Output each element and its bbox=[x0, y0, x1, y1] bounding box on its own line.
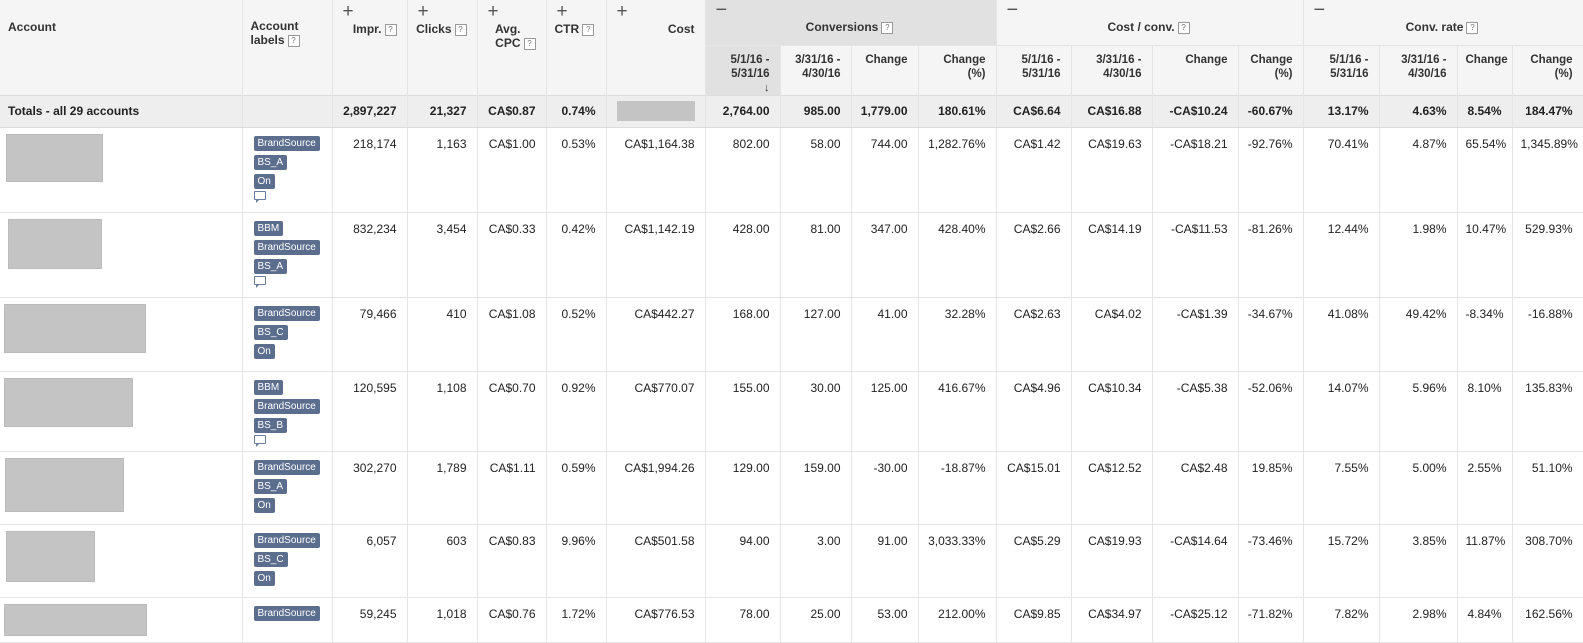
account-label-tag[interactable]: BrandSource bbox=[254, 240, 320, 255]
cell-rate-change-pct: 1,345.89% bbox=[1512, 127, 1583, 212]
col-cpc-change[interactable]: Change bbox=[1152, 45, 1238, 95]
account-label-tag[interactable]: BrandSource bbox=[254, 136, 320, 151]
cell-impr: 59,245 bbox=[332, 597, 407, 642]
cell-conv-previous: 127.00 bbox=[780, 297, 851, 371]
cell-cpc-current: CA$1.42 bbox=[996, 127, 1071, 212]
help-icon[interactable]: ? bbox=[455, 24, 467, 36]
col-rate-change-pct[interactable]: Change (%) bbox=[1512, 45, 1583, 95]
totals-cost-redacted bbox=[606, 95, 705, 127]
cell-cpc-change-pct: -52.06% bbox=[1238, 371, 1303, 451]
account-label-tag[interactable]: On bbox=[254, 498, 275, 513]
cell-cpc-previous: CA$12.52 bbox=[1071, 451, 1152, 524]
add-column-icon[interactable]: + bbox=[556, 1, 568, 22]
col-account[interactable]: Account bbox=[0, 0, 242, 95]
totals-clicks: 21,327 bbox=[407, 95, 477, 127]
cell-rate-current: 70.41% bbox=[1303, 127, 1379, 212]
cell-conv-change-pct: 32.28% bbox=[918, 297, 996, 371]
comment-icon[interactable] bbox=[254, 435, 266, 444]
cell-conv-current: 94.00 bbox=[705, 524, 780, 597]
cell-impr: 79,466 bbox=[332, 297, 407, 371]
cell-cost: CA$776.53 bbox=[606, 597, 705, 642]
cell-cpc-previous: CA$4.02 bbox=[1071, 297, 1152, 371]
help-icon[interactable]: ? bbox=[1178, 22, 1190, 34]
cell-conv-current: 428.00 bbox=[705, 212, 780, 297]
account-cell[interactable] bbox=[0, 127, 242, 212]
cell-cpc-previous: CA$19.63 bbox=[1071, 127, 1152, 212]
labels-cell[interactable] bbox=[242, 524, 332, 597]
cell-cost: CA$1,164.38 bbox=[606, 127, 705, 212]
help-icon[interactable]: ? bbox=[524, 38, 536, 50]
cell-rate-previous: 2.98% bbox=[1379, 597, 1457, 642]
account-label-tag[interactable]: On bbox=[254, 174, 275, 189]
group-conv-rate[interactable]: − Conv. rate ? bbox=[1303, 0, 1583, 45]
account-label-tag[interactable]: BS_B bbox=[254, 418, 288, 433]
cell-impr: 120,595 bbox=[332, 371, 407, 451]
cell-rate-current: 7.82% bbox=[1303, 597, 1379, 642]
cell-conv-change-pct: 3,033.33% bbox=[918, 524, 996, 597]
cell-rate-previous: 5.96% bbox=[1379, 371, 1457, 451]
cell-ctr: 0.52% bbox=[546, 297, 606, 371]
totals-conv-current: 2,764.00 bbox=[705, 95, 780, 127]
cell-conv-change-pct: 416.67% bbox=[918, 371, 996, 451]
cell-rate-previous: 5.00% bbox=[1379, 451, 1457, 524]
cell-rate-change: 11.87% bbox=[1457, 524, 1512, 597]
account-cell[interactable] bbox=[0, 371, 242, 451]
totals-rate-change: 8.54% bbox=[1457, 95, 1512, 127]
cell-conv-change: -30.00 bbox=[851, 451, 918, 524]
group-conversions[interactable]: − Conversions ? bbox=[705, 0, 996, 45]
account-label-tag[interactable]: BS_A bbox=[254, 479, 288, 494]
cell-clicks: 3,454 bbox=[407, 212, 477, 297]
cell-clicks: 1,163 bbox=[407, 127, 477, 212]
col-rate-change[interactable]: Change bbox=[1457, 45, 1512, 95]
add-column-icon[interactable]: + bbox=[487, 1, 499, 22]
col-conv-change-pct[interactable]: Change (%) bbox=[918, 45, 996, 95]
col-cost[interactable]: + Cost bbox=[606, 0, 705, 95]
col-conv-change[interactable]: Change bbox=[851, 45, 918, 95]
cell-rate-change: 65.54% bbox=[1457, 127, 1512, 212]
cell-cpc-change: -CA$18.21 bbox=[1152, 127, 1238, 212]
cell-rate-current: 15.72% bbox=[1303, 524, 1379, 597]
cell-impr: 832,234 bbox=[332, 212, 407, 297]
table-row[interactable] bbox=[0, 297, 1583, 371]
cell-rate-current: 12.44% bbox=[1303, 212, 1379, 297]
account-label-tag[interactable]: BBM bbox=[254, 380, 284, 395]
col-clicks[interactable]: + Clicks ? bbox=[407, 0, 477, 95]
col-account-labels[interactable]: Account labels ? bbox=[242, 0, 332, 95]
cell-conv-current: 155.00 bbox=[705, 371, 780, 451]
cell-conv-change: 41.00 bbox=[851, 297, 918, 371]
account-label-tag[interactable]: On bbox=[254, 344, 275, 359]
cell-conv-current: 802.00 bbox=[705, 127, 780, 212]
cell-cpc-change: -CA$14.64 bbox=[1152, 524, 1238, 597]
add-column-icon[interactable]: + bbox=[342, 1, 354, 22]
account-cell[interactable] bbox=[0, 451, 242, 524]
cell-rate-change: 2.55% bbox=[1457, 451, 1512, 524]
labels-cell[interactable] bbox=[242, 451, 332, 524]
cell-cpc-change: -CA$11.53 bbox=[1152, 212, 1238, 297]
account-cell[interactable] bbox=[0, 297, 242, 371]
table-row[interactable] bbox=[0, 212, 1583, 297]
help-icon[interactable]: ? bbox=[288, 35, 300, 47]
help-icon[interactable]: ? bbox=[385, 24, 397, 36]
cell-rate-previous: 3.85% bbox=[1379, 524, 1457, 597]
comment-icon[interactable] bbox=[254, 191, 266, 200]
group-cost-per-conv[interactable]: − Cost / conv. ? bbox=[996, 0, 1303, 45]
cell-avg-cpc: CA$1.11 bbox=[477, 451, 546, 524]
totals-cpc-change: -CA$10.24 bbox=[1152, 95, 1238, 127]
account-label-tag[interactable]: BS_C bbox=[254, 552, 288, 567]
cell-clicks: 1,018 bbox=[407, 597, 477, 642]
col-conv-current[interactable]: 5/1/16 - 5/31/16↓ bbox=[705, 45, 780, 95]
cell-rate-change: 8.10% bbox=[1457, 371, 1512, 451]
help-icon[interactable]: ? bbox=[881, 22, 893, 34]
sort-down-icon: ↓ bbox=[764, 81, 770, 94]
cell-cpc-current: CA$2.63 bbox=[996, 297, 1071, 371]
cell-ctr: 9.96% bbox=[546, 524, 606, 597]
labels-cell[interactable] bbox=[242, 297, 332, 371]
redacted-account-name[interactable] bbox=[6, 531, 95, 582]
cell-rate-previous: 1.98% bbox=[1379, 212, 1457, 297]
cell-rate-change-pct: 529.93% bbox=[1512, 212, 1583, 297]
cell-cpc-current: CA$9.85 bbox=[996, 597, 1071, 642]
cell-avg-cpc: CA$1.00 bbox=[477, 127, 546, 212]
cell-avg-cpc: CA$0.33 bbox=[477, 212, 546, 297]
table-row[interactable] bbox=[0, 127, 1583, 212]
account-cell[interactable] bbox=[0, 212, 242, 297]
cell-conv-change: 91.00 bbox=[851, 524, 918, 597]
help-icon[interactable]: ? bbox=[1466, 22, 1478, 34]
cell-cpc-change: -CA$5.38 bbox=[1152, 371, 1238, 451]
col-cpc-previous[interactable]: 3/31/16 - 4/30/16 bbox=[1071, 45, 1152, 95]
totals-rate-current: 13.17% bbox=[1303, 95, 1379, 127]
cell-cost: CA$770.07 bbox=[606, 371, 705, 451]
cell-avg-cpc: CA$0.83 bbox=[477, 524, 546, 597]
col-avg-cpc[interactable]: + Avg. CPC ? bbox=[477, 0, 546, 95]
cell-rate-change-pct: -16.88% bbox=[1512, 297, 1583, 371]
labels-cell[interactable] bbox=[242, 597, 332, 642]
collapse-column-icon[interactable]: − bbox=[1313, 0, 1326, 21]
cell-rate-current: 7.55% bbox=[1303, 451, 1379, 524]
totals-cpc-previous: CA$16.88 bbox=[1071, 95, 1152, 127]
col-rate-previous[interactable]: 3/31/16 - 4/30/16 bbox=[1379, 45, 1457, 95]
cell-conv-previous: 3.00 bbox=[780, 524, 851, 597]
cell-rate-previous: 4.87% bbox=[1379, 127, 1457, 212]
cell-rate-change-pct: 51.10% bbox=[1512, 451, 1583, 524]
cell-cost: CA$1,994.26 bbox=[606, 451, 705, 524]
totals-cpc-change-pct: -60.67% bbox=[1238, 95, 1303, 127]
account-label-tag[interactable]: BS_A bbox=[254, 155, 288, 170]
col-ctr[interactable]: + CTR ? bbox=[546, 0, 606, 95]
cell-ctr: 0.92% bbox=[546, 371, 606, 451]
labels-cell[interactable] bbox=[242, 127, 332, 212]
cell-cpc-current: CA$15.01 bbox=[996, 451, 1071, 524]
cell-cpc-change: -CA$25.12 bbox=[1152, 597, 1238, 642]
add-column-icon[interactable]: + bbox=[616, 1, 628, 22]
col-cpc-current[interactable]: 5/1/16 - 5/31/16 bbox=[996, 45, 1071, 95]
totals-conv-change-pct: 180.61% bbox=[918, 95, 996, 127]
cell-conv-change-pct: 212.00% bbox=[918, 597, 996, 642]
redacted-account-name[interactable] bbox=[4, 304, 146, 353]
cell-cpc-previous: CA$14.19 bbox=[1071, 212, 1152, 297]
table-row[interactable] bbox=[0, 524, 1583, 597]
cell-ctr: 0.59% bbox=[546, 451, 606, 524]
totals-conv-change: 1,779.00 bbox=[851, 95, 918, 127]
cell-conv-change-pct: -18.87% bbox=[918, 451, 996, 524]
cell-cpc-change-pct: -34.67% bbox=[1238, 297, 1303, 371]
redacted-block bbox=[617, 101, 695, 121]
table-row[interactable] bbox=[0, 451, 1583, 524]
cell-cpc-change-pct: -81.26% bbox=[1238, 212, 1303, 297]
redacted-account-name[interactable] bbox=[5, 458, 124, 512]
account-label-tag[interactable]: BrandSource bbox=[254, 460, 320, 475]
account-label-tag[interactable]: BrandSource bbox=[254, 306, 320, 321]
cell-conv-previous: 159.00 bbox=[780, 451, 851, 524]
cell-conv-previous: 58.00 bbox=[780, 127, 851, 212]
cell-ctr: 0.53% bbox=[546, 127, 606, 212]
account-label-tag[interactable]: BS_C bbox=[254, 325, 288, 340]
cell-cpc-previous: CA$10.34 bbox=[1071, 371, 1152, 451]
cell-conv-previous: 25.00 bbox=[780, 597, 851, 642]
cell-cpc-current: CA$4.96 bbox=[996, 371, 1071, 451]
cell-avg-cpc: CA$0.76 bbox=[477, 597, 546, 642]
account-label-tag[interactable]: BS_A bbox=[254, 259, 288, 274]
totals-cpc-current: CA$6.64 bbox=[996, 95, 1071, 127]
cell-avg-cpc: CA$1.08 bbox=[477, 297, 546, 371]
cell-ctr: 0.42% bbox=[546, 212, 606, 297]
cell-clicks: 410 bbox=[407, 297, 477, 371]
cell-avg-cpc: CA$0.70 bbox=[477, 371, 546, 451]
totals-avg-cpc: CA$0.87 bbox=[477, 95, 546, 127]
table-row[interactable] bbox=[0, 371, 1583, 451]
cell-rate-change-pct: 135.83% bbox=[1512, 371, 1583, 451]
cell-conv-change: 744.00 bbox=[851, 127, 918, 212]
cell-cost: CA$501.58 bbox=[606, 524, 705, 597]
col-cpc-change-pct[interactable]: Change (%) bbox=[1238, 45, 1303, 95]
cell-cpc-change: -CA$1.39 bbox=[1152, 297, 1238, 371]
cell-clicks: 603 bbox=[407, 524, 477, 597]
account-label-tag[interactable]: BrandSource bbox=[254, 533, 320, 548]
cell-cost: CA$1,142.19 bbox=[606, 212, 705, 297]
cell-rate-previous: 49.42% bbox=[1379, 297, 1457, 371]
cell-cpc-previous: CA$19.93 bbox=[1071, 524, 1152, 597]
totals-rate-previous: 4.63% bbox=[1379, 95, 1457, 127]
cell-rate-current: 41.08% bbox=[1303, 297, 1379, 371]
cell-cpc-change: CA$2.48 bbox=[1152, 451, 1238, 524]
col-rate-current[interactable]: 5/1/16 - 5/31/16 bbox=[1303, 45, 1379, 95]
collapse-column-icon[interactable]: − bbox=[715, 0, 728, 21]
cell-conv-change: 125.00 bbox=[851, 371, 918, 451]
cell-conv-current: 129.00 bbox=[705, 451, 780, 524]
cell-rate-change-pct: 308.70% bbox=[1512, 524, 1583, 597]
cell-conv-change: 53.00 bbox=[851, 597, 918, 642]
help-icon[interactable]: ? bbox=[582, 24, 594, 36]
cell-cpc-current: CA$2.66 bbox=[996, 212, 1071, 297]
col-impr[interactable]: + Impr. ? bbox=[332, 0, 407, 95]
redacted-account-name[interactable] bbox=[4, 378, 133, 427]
cell-conv-current: 78.00 bbox=[705, 597, 780, 642]
add-column-icon[interactable]: + bbox=[417, 1, 429, 22]
table-row[interactable] bbox=[0, 597, 1583, 642]
cell-conv-change-pct: 1,282.76% bbox=[918, 127, 996, 212]
cell-rate-change: -8.34% bbox=[1457, 297, 1512, 371]
redacted-account-name[interactable] bbox=[8, 219, 102, 269]
cell-clicks: 1,108 bbox=[407, 371, 477, 451]
collapse-column-icon[interactable]: − bbox=[1006, 0, 1019, 21]
totals-row bbox=[0, 95, 1583, 127]
cell-ctr: 1.72% bbox=[546, 597, 606, 642]
cell-rate-change-pct: 162.56% bbox=[1512, 597, 1583, 642]
account-cell[interactable] bbox=[0, 524, 242, 597]
cell-conv-current: 168.00 bbox=[705, 297, 780, 371]
cell-rate-change: 4.84% bbox=[1457, 597, 1512, 642]
cell-rate-current: 14.07% bbox=[1303, 371, 1379, 451]
totals-rate-change-pct: 184.47% bbox=[1512, 95, 1583, 127]
totals-ctr: 0.74% bbox=[546, 95, 606, 127]
account-label-tag[interactable]: BrandSource bbox=[254, 399, 320, 414]
cell-conv-previous: 81.00 bbox=[780, 212, 851, 297]
cell-cpc-change-pct: -73.46% bbox=[1238, 524, 1303, 597]
cell-conv-change: 347.00 bbox=[851, 212, 918, 297]
redacted-account-name[interactable] bbox=[4, 604, 147, 636]
cell-cost: CA$442.27 bbox=[606, 297, 705, 371]
labels-cell[interactable] bbox=[242, 212, 332, 297]
labels-cell[interactable] bbox=[242, 371, 332, 451]
cell-cpc-current: CA$5.29 bbox=[996, 524, 1071, 597]
account-cell[interactable] bbox=[0, 597, 242, 642]
cell-cpc-previous: CA$34.97 bbox=[1071, 597, 1152, 642]
cell-conv-previous: 30.00 bbox=[780, 371, 851, 451]
cell-cpc-change-pct: -92.76% bbox=[1238, 127, 1303, 212]
cell-impr: 6,057 bbox=[332, 524, 407, 597]
cell-rate-change: 10.47% bbox=[1457, 212, 1512, 297]
cell-cpc-change-pct: -71.82% bbox=[1238, 597, 1303, 642]
account-label-tag[interactable]: On bbox=[254, 571, 275, 586]
cell-impr: 302,270 bbox=[332, 451, 407, 524]
cell-impr: 218,174 bbox=[332, 127, 407, 212]
account-label-tag[interactable]: BrandSource bbox=[254, 606, 320, 621]
totals-labels-cell bbox=[242, 95, 332, 127]
redacted-account-name[interactable] bbox=[6, 134, 103, 182]
totals-label: Totals - all 29 accounts bbox=[0, 95, 242, 127]
totals-impr: 2,897,227 bbox=[332, 95, 407, 127]
col-conv-previous[interactable]: 3/31/16 - 4/30/16 bbox=[780, 45, 851, 95]
cell-clicks: 1,789 bbox=[407, 451, 477, 524]
account-label-tag[interactable]: BBM bbox=[254, 221, 284, 236]
totals-conv-previous: 985.00 bbox=[780, 95, 851, 127]
comment-icon[interactable] bbox=[254, 276, 266, 285]
cell-conv-change-pct: 428.40% bbox=[918, 212, 996, 297]
cell-cpc-change-pct: 19.85% bbox=[1238, 451, 1303, 524]
